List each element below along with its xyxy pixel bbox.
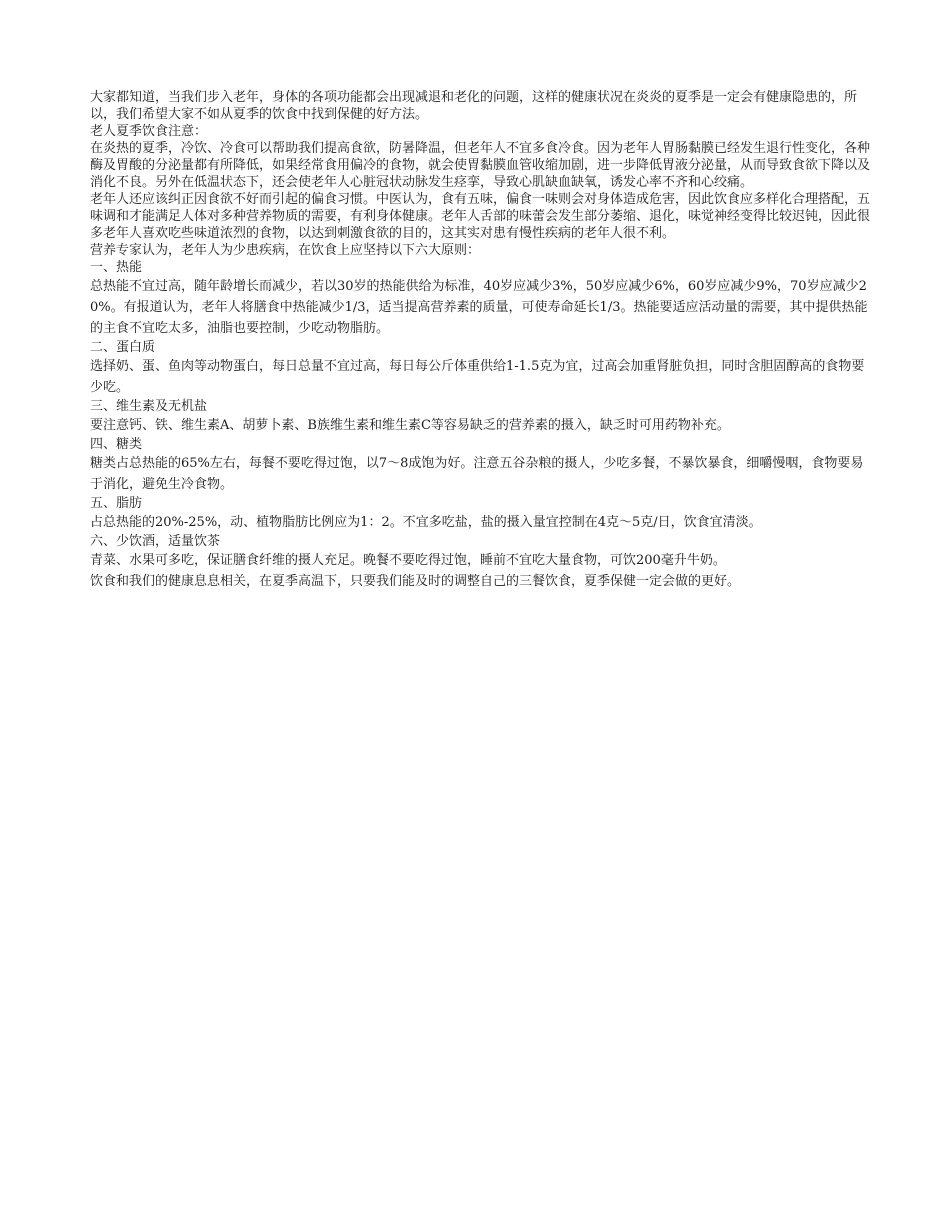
six-principles-intro: 营养专家认为，老年人为少患疾病，在饮食上应坚持以下六大原则：	[90, 243, 481, 258]
article-body	[90, 89, 870, 592]
principle-heading-protein: 二、蛋白质	[90, 340, 156, 355]
cold-food-paragraph: 在炎热的夏季，冷饮、冷食可以帮助我们提高食欲，防暑降温，但老年人不宜多食冷食。因为老年人胃肠黏膜已经发生退行性变化，各种酶及胃酸的分泌量都有所降低，如果经常食用偏冷的食物，就会使胃黏膜血管收缩加剧，进一步降低胃液分泌量，从而导致食欲下降以及消化不良。另外在低温状态下，还会使老年人心脏冠状动脉发生痉挛，导致心肌缺血缺氧，诱发心率不齐和心绞痛。	[90, 141, 871, 190]
principle-heading-carbs: 四、糖类	[90, 437, 143, 452]
intro-paragraph: 大家都知道，当我们步入老年，身体的各项功能都会出现减退和老化的问题，这样的健康状况在炎炎的夏季是一定会有健康隐患的，所以，我们希望大家不如从夏季的饮食中找到保健的好方法。	[90, 90, 858, 122]
principle-body-drinks: 青菜、水果可多吃，保证膳食纤维的摄人充足。晚餐不要吃得过饱，睡前不宜吃大量食物，可饮200毫升牛奶。	[90, 553, 726, 568]
principle-body-vitamins: 要注意钙、铁、维生素A、胡萝卜素、B族维生素和维生素C等容易缺乏的营养素的摄入，缺乏时可用药物补充。	[90, 418, 730, 433]
principle-heading-drinks: 六、少饮酒，适量饮茶	[90, 534, 221, 549]
partial-eating-paragraph: 老年人还应该纠正因食欲不好而引起的偏食习惯。中医认为，食有五味，偏食一味则会对身体造成危害，因此饮食应多样化合理搭配，五味调和才能满足人体对多种营养物质的需要，有利身体健康。老年人舌部的味蕾会发生部分萎缩、退化，味觉神经变得比较迟钝，因此很多老年人喜欢吃些味道浓烈的食物，以达到刺激食欲的目的，这其实对患有慢性疾病的老年人很不利。	[90, 192, 871, 241]
section-heading-summer-diet: 老人夏季饮食注意：	[90, 124, 208, 139]
principle-heading-energy: 一、热能	[90, 260, 143, 275]
closing-paragraph: 饮食和我们的健康息息相关，在夏季高温下，只要我们能及时的调整自己的三餐饮食，夏季保健一定会做的更好。	[90, 574, 741, 589]
principle-heading-vitamins: 三、维生素及无机盐	[90, 399, 208, 414]
principle-body-energy: 总热能不宜过高，随年龄增长而减少，若以30岁的热能供给为标准，40岁应减少3%，50岁应减少6%，60岁应减少9%，70岁应减少20%。有报道认为，老年人将膳食中热能减少1/3，适当提高营养素的质量，可使寿命延长1/3。热能要适应活动量的需要，其中提供热能的主食不宜吃太多，油脂也要控制，少吃动物脂肪。	[90, 279, 868, 336]
principle-body-carbs: 糖类占总热能的65%左右，每餐不要吃得过饱，以7～8成饱为好。注意五谷杂粮的摄人，少吃多餐，不暴饮暴食，细嚼慢咽，食物要易于消化，避免生冷食物。	[90, 456, 864, 492]
principle-body-protein: 选择奶、蛋、鱼肉等动物蛋白，每日总量不宜过高，每日每公斤体重供给1-1.5克为宜，过高会加重肾脏负担，同时含胆固醇高的食物要少吃。	[90, 359, 865, 395]
principle-heading-fat: 五、脂肪	[90, 496, 143, 511]
principle-body-fat: 占总热能的20%-25%，动、植物脂肪比例应为1：2。不宜多吃盐，盐的摄入量宜控制在4克～5克/日，饮食宜清淡。	[90, 515, 762, 530]
